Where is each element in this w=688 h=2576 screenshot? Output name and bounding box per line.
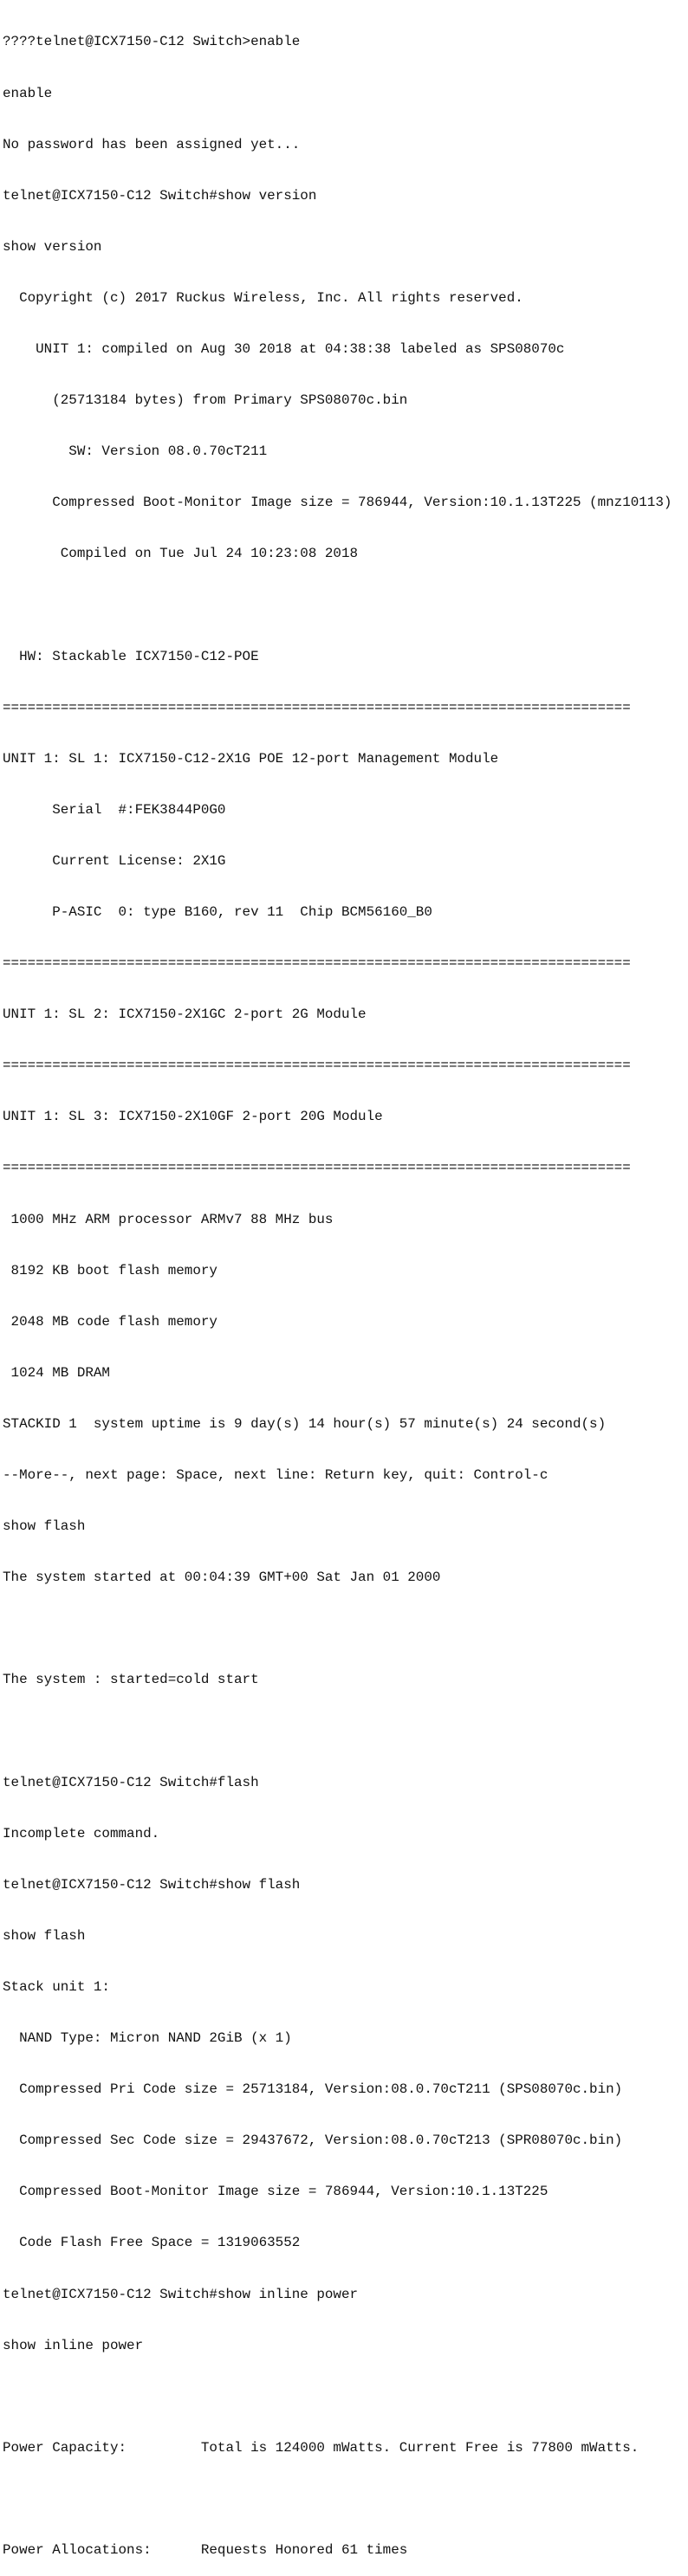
terminal-line: 1024 MB DRAM — [3, 1364, 110, 1381]
terminal-line: 1000 MHz ARM processor ARMv7 88 MHz bus — [3, 1211, 334, 1227]
terminal-line: Compressed Sec Code size = 29437672, Version:08.0.70cT213 (SPR08070c.bin) — [3, 2133, 623, 2149]
terminal-line: Compiled on Tue Jul 24 10:23:08 2018 — [3, 546, 359, 562]
terminal-line: HW: Stackable ICX7150-C12-POE — [3, 648, 259, 664]
terminal-line: The system : started=cold start — [3, 1672, 259, 1688]
terminal-line: ============================================================================ — [3, 699, 631, 715]
terminal-line: Power Capacity: Total is 124000 mWatts. Current Free is 77800 mWatts. — [3, 2439, 639, 2456]
terminal-line: 2048 MB code flash memory — [3, 1313, 217, 1330]
terminal-line: Compressed Pri Code size = 25713184, Version:08.0.70cT211 (SPS08070c.bin) — [3, 2081, 623, 2098]
terminal-line: ============================================================================ — [3, 955, 631, 972]
terminal-line — [3, 2491, 688, 2508]
terminal-line: NAND Type: Micron NAND 2GiB (x 1) — [3, 2030, 292, 2047]
terminal-line: (25713184 bytes) from Primary SPS08070c.bin — [3, 392, 408, 409]
terminal-line: Copyright (c) 2017 Ruckus Wireless, Inc. All rights reserved. — [3, 289, 523, 306]
terminal-line: Current License: 2X1G — [3, 852, 226, 869]
terminal-line: Compressed Boot-Monitor Image size = 786944, Version:10.1.13T225 (mnz10113) — [3, 495, 672, 511]
terminal-line: The system started at 00:04:39 GMT+00 Sat Jan 01 2000 — [3, 1570, 441, 1586]
terminal-line: Compressed Boot-Monitor Image size = 786944, Version:10.1.13T225 — [3, 2184, 548, 2200]
terminal-line: UNIT 1: SL 1: ICX7150-C12-2X1G POE 12-port Management Module — [3, 750, 499, 767]
terminal-line — [3, 2389, 688, 2406]
terminal-line: show inline power — [3, 2337, 144, 2353]
terminal-line: telnet@ICX7150-C12 Switch#flash — [3, 1774, 259, 1790]
terminal-line: Stack unit 1: — [3, 1978, 110, 1995]
terminal-line: No password has been assigned yet... — [3, 136, 301, 152]
terminal-line — [3, 1724, 688, 1741]
terminal-line — [3, 597, 688, 614]
terminal-line: UNIT 1: compiled on Aug 30 2018 at 04:38:38 labeled as SPS08070c — [3, 340, 565, 357]
terminal-line: SW: Version 08.0.70cT211 — [3, 443, 268, 460]
terminal-line: Serial #:FEK3844P0G0 — [3, 801, 226, 818]
terminal-line: 8192 KB boot flash memory — [3, 1262, 217, 1278]
terminal-line: telnet@ICX7150-C12 Switch#show flash — [3, 1876, 301, 1893]
terminal-line: --More--, next page: Space, next line: Return key, quit: Control-c — [3, 1467, 548, 1484]
terminal-line: show flash — [3, 1927, 86, 1944]
terminal-line: STACKID 1 system uptime is 9 day(s) 14 hour(s) 57 minute(s) 24 second(s) — [3, 1415, 607, 1432]
terminal-line: enable — [3, 85, 53, 101]
terminal-line: show flash — [3, 1518, 86, 1535]
terminal-line: telnet@ICX7150-C12 Switch#show inline power — [3, 2286, 359, 2302]
terminal-line: Incomplete command. — [3, 1825, 160, 1841]
terminal-line — [3, 1621, 688, 1638]
terminal-line: UNIT 1: SL 2: ICX7150-2X1GC 2-port 2G Module — [3, 1006, 367, 1023]
terminal-line: telnet@ICX7150-C12 Switch#show version — [3, 187, 317, 204]
terminal-line: ============================================================================ — [3, 1058, 631, 1074]
terminal-line: show version — [3, 238, 102, 255]
terminal-line: P-ASIC 0: type B160, rev 11 Chip BCM56160_B0 — [3, 904, 432, 920]
terminal-line: Power Allocations: Requests Honored 61 times — [3, 2542, 408, 2558]
terminal-line: Code Flash Free Space = 1319063552 — [3, 2235, 301, 2251]
terminal-line: ????telnet@ICX7150-C12 Switch>enable — [3, 34, 301, 50]
terminal-line: ============================================================================ — [3, 1160, 631, 1176]
terminal-line: UNIT 1: SL 3: ICX7150-2X10GF 2-port 20G Module — [3, 1109, 383, 1125]
